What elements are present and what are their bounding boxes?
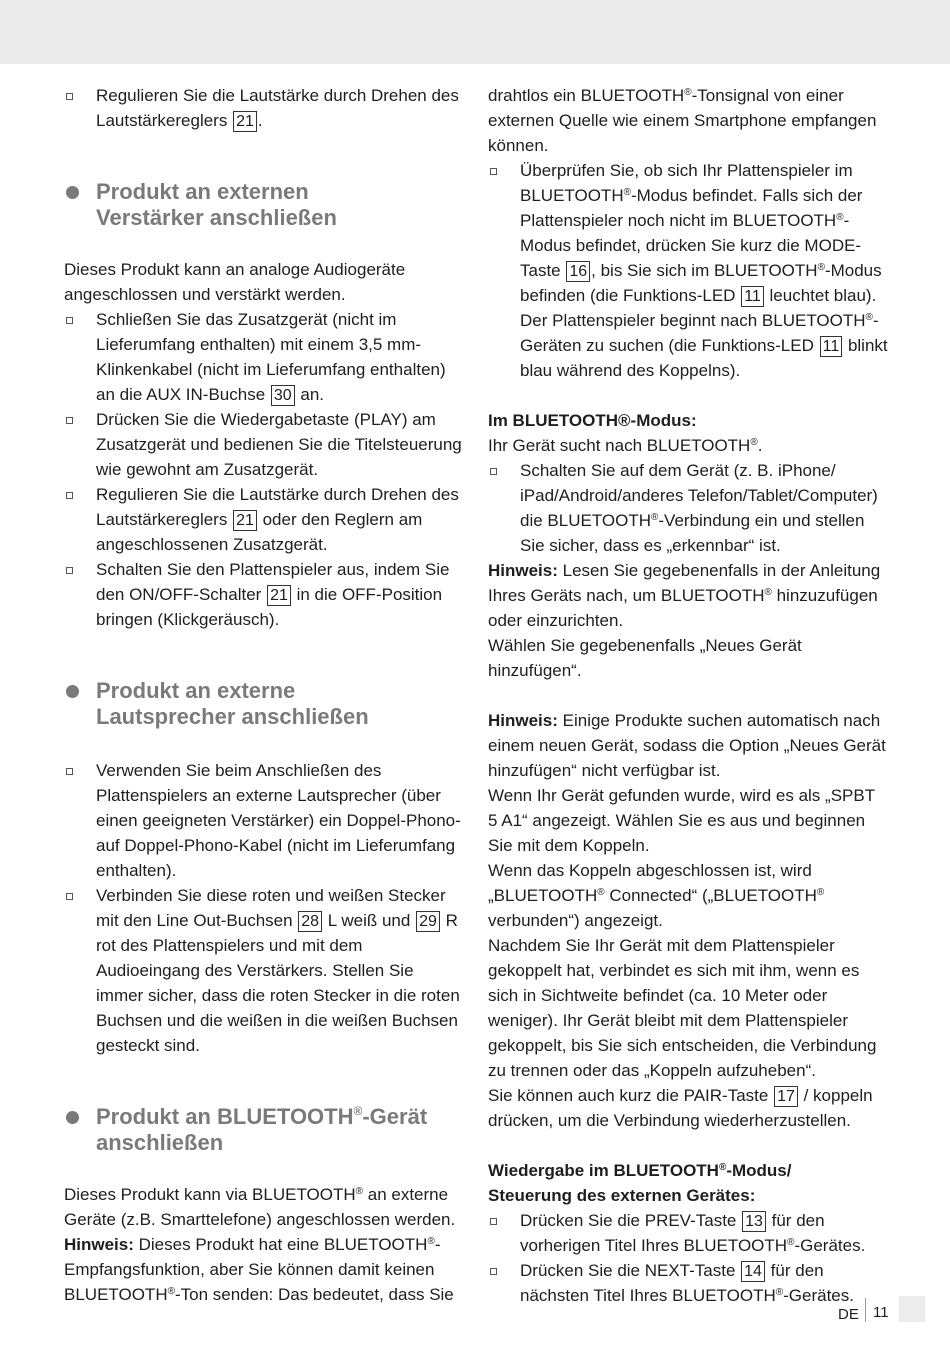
item-text: -Modus befinden (die Funktions-LED: [520, 261, 882, 305]
item-text: Schalten Sie den Plattenspieler aus, indem Sie den ON/OFF-Schalter: [96, 560, 450, 604]
hint-paragraph: [64, 1232, 464, 1307]
item-text: in die OFF-Position bringen (Klickgeräusch).: [96, 585, 443, 629]
registered-mark: ®: [167, 1286, 175, 1297]
item-text: -Gerätes.: [783, 1286, 854, 1305]
item-text: -Verbindung ein und stellen Sie sicher, dass es „erkennbar“ ist.: [520, 511, 865, 555]
item-text: Verbinden Sie diese roten und weißen Stecker mit den Line Out-Buchsen: [96, 886, 446, 930]
checkbox-bullet-icon: [66, 893, 73, 900]
list-item: [64, 883, 464, 1058]
item-text: Regulieren Sie die Lautstärke durch Drehen des Lautstärkereglers: [96, 485, 459, 529]
page-number: 11: [873, 1304, 889, 1321]
hint-label: Hinweis:: [488, 711, 558, 730]
paragraph: [488, 858, 888, 933]
hint-paragraph: [488, 708, 888, 783]
item-text: leuchtet blau). Der Plattenspieler beginnt nach BLUETOOTH: [520, 286, 877, 330]
bullet-dot-icon: [66, 685, 79, 698]
heading-line: Produkt an externen: [96, 179, 309, 204]
list-item: [488, 1208, 888, 1258]
item-text: -Modus befindet. Falls sich der Plattenspieler noch nicht im BLUETOOTH: [520, 186, 863, 230]
checkbox-bullet-icon: [66, 768, 73, 775]
ref-number: 16: [566, 261, 590, 282]
item-text: -Geräten zu suchen (die Funktions-LED: [520, 311, 879, 355]
text: Dieses Produkt hat eine BLUETOOTH: [133, 1235, 428, 1254]
text: hinzuzufügen oder einzurichten.: [488, 586, 878, 630]
item-text: -Gerätes.: [794, 1236, 866, 1255]
item-text: Überprüfen Sie, ob sich Ihr Plattenspieler im BLUETOOTH: [520, 161, 853, 205]
text: Lesen Sie gegebenenfalls in der Anleitung Ihres Geräts nach, um BLUETOOTH: [488, 561, 881, 605]
item-text: oder den Reglern am angeschlossenen Zusatzgerät.: [96, 510, 423, 554]
item-text: .: [257, 111, 263, 130]
item-text: Schließen Sie das Zusatzgerät (nicht im Lieferumfang enthalten) mit einem 3,5 mm-Klinkenkabel (nicht im Lieferumfang enthalten) an die AUX IN-Buchse: [96, 310, 446, 404]
registered-mark: ®: [353, 1104, 363, 1118]
item-text: Verwenden Sie beim Anschließen des Plattenspielers an externe Lautsprecher (über einen geeigneten Verstärker) ein Doppel-Phono- auf Doppel-Phono-Kabel (nicht im Lieferumfang enthalten).: [96, 761, 461, 880]
list-item: [488, 158, 888, 383]
paragraph: Nachdem Sie Ihr Gerät mit dem Plattenspieler gekoppelt hat, verbindet es sich mit ihm, wenn es sich in Sichtweite befindet (ca. 10 Meter oder weniger). Ihr Gerät bleibt mit dem Plattenspieler gekoppelt, bis Sie sich entscheiden, die Verbindung zu trennen oder das „Koppeln aufzuheben“.: [488, 936, 877, 1080]
registered-mark: ®: [787, 1237, 795, 1248]
ref-number: 29: [416, 911, 440, 932]
item-text: Drücken Sie die Wiedergabetaste (PLAY) am Zusatzgerät und bedienen Sie die Titelsteuerung wie gewohnt am Zusatzgerät.: [96, 410, 462, 479]
list-item: [64, 307, 464, 407]
hint-paragraph: [488, 558, 888, 633]
checkbox-bullet-icon: [490, 168, 497, 175]
subheading-bluetooth-mode: Im BLUETOOTH®-Modus:: [488, 411, 697, 430]
text: Dieses Produkt kann via BLUETOOTH: [64, 1185, 356, 1204]
text: an externe Geräte (z.B. Smarttelefone) angeschlossen werden.: [64, 1185, 456, 1229]
header-bar: [0, 0, 950, 64]
item-text: , bis Sie sich im BLUETOOTH: [591, 261, 818, 280]
registered-mark: ®: [427, 1236, 435, 1247]
text: Connected“ („BLUETOOTH: [604, 886, 817, 905]
text: Steuerung des externen Gerätes:: [488, 1186, 756, 1205]
item-text: Schalten Sie auf dem Gerät (z. B. iPhone/ iPad/Android/anderes Telefon/Tablet/Computer) die BLUETOOTH: [520, 461, 878, 530]
paragraph: [488, 1083, 888, 1133]
subheading-playback: [488, 1158, 888, 1208]
paragraph: [488, 433, 888, 458]
ref-number: 11: [820, 336, 843, 357]
registered-mark: ®: [836, 212, 844, 223]
text: Sie können auch kurz die PAIR-Taste: [488, 1086, 774, 1105]
registered-mark: ®: [718, 1162, 727, 1173]
registered-mark: ®: [750, 437, 758, 448]
list-item: [64, 557, 464, 632]
ref-number: 21: [233, 510, 257, 531]
registered-mark: ®: [355, 1186, 364, 1197]
registered-mark: ®: [865, 312, 873, 323]
item-text: für den nächsten Titel Ihres BLUETOOTH: [520, 1261, 824, 1305]
ref-number: 17: [774, 1086, 798, 1107]
text: Einige Produkte suchen automatisch nach einem neuen Gerät, sodass die Option „Neues Gerät hinzufügen“ nicht verfügbar ist.: [488, 711, 886, 780]
checkbox-bullet-icon: [66, 93, 73, 100]
hint-label: Hinweis:: [488, 561, 558, 580]
list-item: [64, 758, 464, 883]
bullet-dot-icon: [66, 1111, 79, 1124]
item-text: an.: [295, 385, 325, 404]
text: -Ton senden: Das bedeutet, dass Sie: [174, 1285, 454, 1304]
checkbox-bullet-icon: [66, 317, 73, 324]
list-item: [64, 482, 464, 557]
hint-label: Hinweis:: [64, 1235, 134, 1254]
paragraph: Wenn Ihr Gerät gefunden wurde, wird es als „SPBT 5 A1“ angezeigt. Wählen Sie es aus und beginnen Sie mit dem Koppeln.: [488, 786, 875, 855]
registered-mark: ®: [764, 587, 772, 598]
heading-line: Lautsprecher anschließen: [96, 704, 369, 729]
checkbox-bullet-icon: [490, 1218, 497, 1225]
item-text: Drücken Sie die NEXT-Taste: [520, 1261, 741, 1280]
registered-mark: ®: [597, 887, 605, 898]
left-column: [64, 83, 464, 1307]
text: -Empfangsfunktion, aber Sie können damit keinen BLUETOOTH: [64, 1235, 441, 1304]
text: Wiedergabe im BLUETOOTH: [488, 1161, 719, 1180]
item-text: Regulieren Sie die Lautstärke durch Drehen des Lautstärkereglers: [96, 86, 459, 130]
item-text: Drücken Sie die PREV-Taste: [520, 1211, 742, 1230]
checkbox-bullet-icon: [66, 417, 73, 424]
text: drahtlos ein BLUETOOTH: [488, 86, 685, 105]
registered-mark: ®: [816, 887, 825, 898]
section-heading-speakers: [64, 678, 464, 730]
ref-number: 13: [742, 1211, 766, 1232]
registered-mark: ®: [817, 262, 825, 273]
heading-line: Verstärker anschließen: [96, 205, 337, 230]
item-text: für den vorherigen Titel Ihres BLUETOOTH: [520, 1211, 825, 1255]
text: / koppeln drücken, um die Verbindung wiederherzustellen.: [488, 1086, 873, 1130]
registered-mark: ®: [775, 1287, 784, 1298]
list-item: [64, 83, 464, 133]
text: .: [757, 436, 763, 455]
heading-text: -Gerät: [362, 1104, 428, 1129]
heading-line: Produkt an externe: [96, 678, 296, 703]
paragraph: [64, 1182, 464, 1232]
section-heading-amplifier: [64, 179, 464, 231]
registered-mark: ®: [684, 87, 692, 98]
paragraph: Wählen Sie gegebenenfalls „Neues Gerät hinzufügen“.: [488, 636, 802, 680]
list-item: [64, 407, 464, 482]
text: -Modus/: [726, 1161, 792, 1180]
bullet-dot-icon: [66, 186, 79, 199]
text: Wenn das Koppeln abgeschlossen ist, wird „BLUETOOTH: [488, 861, 812, 905]
item-text: L weiß und: [323, 911, 416, 930]
paragraph: [488, 83, 888, 158]
ref-number: 28: [298, 911, 322, 932]
checkbox-bullet-icon: [490, 1268, 497, 1275]
item-text: R rot des Plattenspielers und mit dem Audioeingang des Verstärkers. Stellen Sie immer sicher, dass die roten Stecker in die roten Buchsen und die weißen in die weißen Buchsen gesteckt sind.: [96, 911, 460, 1055]
checkbox-bullet-icon: [66, 567, 73, 574]
footer-divider: [865, 1298, 866, 1322]
ref-number: 21: [233, 111, 257, 132]
ref-number: 30: [271, 385, 295, 406]
item-text: blinkt blau während des Koppelns).: [520, 336, 888, 380]
paragraph: Dieses Produkt kann an analoge Audiogeräte angeschlossen und verstärkt werden.: [64, 260, 406, 304]
heading-text: Produkt an BLUETOOTH: [96, 1104, 354, 1129]
heading-line: [96, 1104, 464, 1130]
list-item: [488, 1258, 888, 1308]
ref-number: 21: [267, 585, 291, 606]
list-item: [488, 458, 888, 558]
footer-tab: [899, 1296, 925, 1322]
checkbox-bullet-icon: [490, 468, 497, 475]
language-label: DE: [838, 1306, 859, 1323]
registered-mark: ®: [651, 512, 659, 523]
item-text: -Modus befindet, drücken Sie kurz die MODE-Taste: [520, 211, 862, 280]
ref-number: 14: [741, 1261, 765, 1282]
registered-mark: ®: [623, 187, 631, 198]
heading-line: anschließen: [96, 1130, 224, 1155]
text: Ihr Gerät sucht nach BLUETOOTH: [488, 436, 751, 455]
ref-number: 11: [741, 286, 764, 307]
text: verbunden“) angezeigt.: [488, 911, 663, 930]
text: -Tonsignal von einer externen Quelle wie einem Smartphone empfangen können.: [488, 86, 877, 155]
right-column: [488, 83, 888, 1308]
section-heading-bluetooth: [64, 1104, 464, 1156]
checkbox-bullet-icon: [66, 492, 73, 499]
